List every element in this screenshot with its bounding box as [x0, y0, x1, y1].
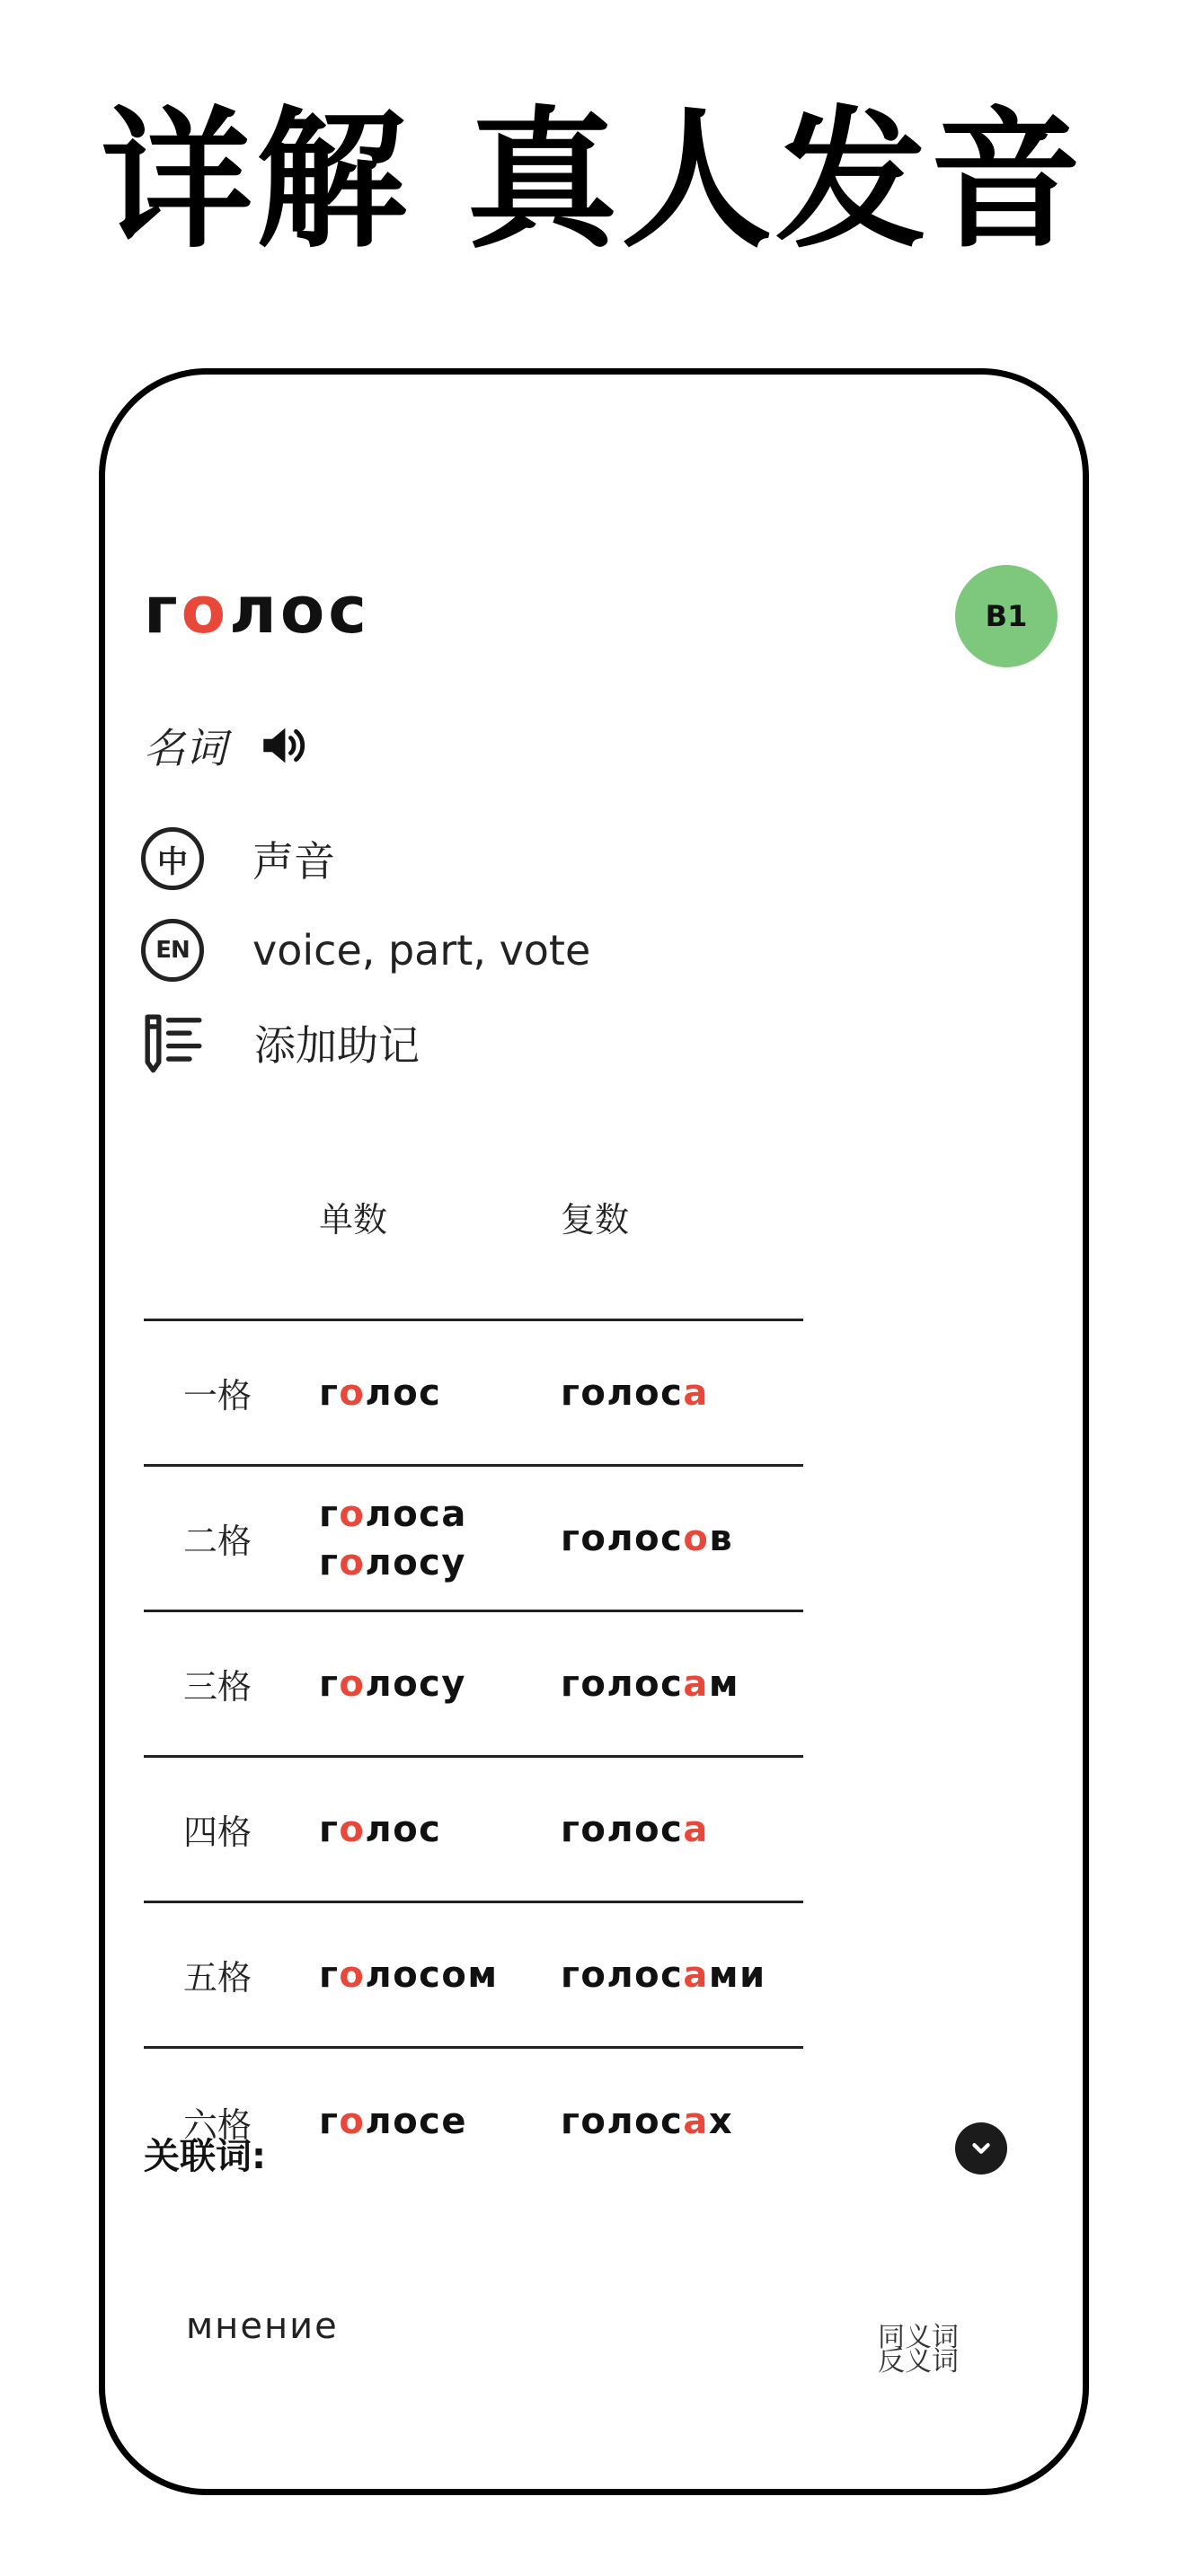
plural-form — [561, 1660, 739, 1708]
add-mnemonic-link[interactable]: 添加助记 — [254, 1021, 420, 1070]
english-flag-icon: EN — [141, 919, 204, 982]
form-part: г — [319, 1663, 340, 1705]
form-part: в — [709, 1517, 734, 1559]
definition-zh-row — [141, 827, 335, 890]
form-part: лосу — [365, 1663, 466, 1705]
plural-cell — [561, 1903, 766, 2046]
singular-form — [319, 1951, 499, 1999]
definition-en-row — [141, 919, 590, 982]
stress-letter: о — [339, 1954, 366, 1996]
singular-cell — [319, 1321, 441, 1464]
expand-related-button[interactable] — [955, 2122, 1007, 2175]
case-label: 五格 — [183, 1958, 252, 1998]
headword — [144, 572, 370, 648]
stress-letter: о — [339, 1372, 366, 1414]
case-label: 六格 — [183, 2104, 252, 2145]
form-part: м — [708, 1663, 740, 1705]
form-part: голос — [561, 1663, 684, 1705]
part-of-speech: 名词 — [144, 724, 226, 772]
singular-form — [319, 1369, 441, 1417]
stress-letter: а — [683, 1808, 709, 1850]
definition-zh: 声音 — [252, 837, 335, 886]
header-singular: 单数 — [319, 1200, 388, 1239]
form-part: лосом — [365, 1954, 499, 1996]
related-word-type: 同义词 — [878, 2322, 959, 2353]
plural-cell — [561, 1321, 709, 1464]
promo-title: 详解 真人发音 — [101, 91, 1085, 269]
stress-letter: о — [683, 1517, 710, 1559]
plural-cell — [561, 1612, 739, 1755]
stress-letter: а — [683, 1663, 709, 1705]
form-part: лос — [365, 1808, 442, 1850]
form-part: лосу — [365, 1541, 466, 1584]
plural-cell — [561, 1758, 709, 1901]
form-part: голос — [561, 2101, 684, 2142]
declension-row — [144, 1758, 803, 1903]
form-part: голос — [561, 1517, 684, 1559]
declension-header — [144, 1174, 803, 1321]
singular-form — [319, 1539, 467, 1587]
form-part: г — [319, 2101, 340, 2142]
form-part: голос — [561, 1954, 684, 1996]
form-part: г — [319, 1954, 340, 1996]
part-of-speech-row — [144, 716, 309, 775]
singular-form — [319, 1805, 441, 1854]
form-part: лос — [365, 1372, 442, 1414]
form-part: г — [319, 1541, 340, 1584]
mnemonic-row[interactable] — [141, 1010, 420, 1075]
case-label: 三格 — [183, 1667, 252, 1707]
plural-form — [561, 1805, 709, 1854]
word-detail-screen — [105, 375, 1083, 2489]
related-words-label: 关联词: — [144, 2136, 266, 2177]
plural-cell — [561, 2049, 733, 2194]
declension-row — [144, 1467, 803, 1612]
stress-letter: о — [339, 1663, 366, 1705]
chevron-down-icon — [968, 2135, 995, 2162]
chinese-flag-icon: 中 — [141, 827, 204, 890]
singular-cell — [319, 1903, 499, 2046]
phone-frame — [99, 368, 1089, 2495]
singular-form — [319, 1490, 467, 1539]
declension-table — [144, 1174, 803, 2194]
headword-part: г — [144, 572, 181, 648]
plural-cell — [561, 1467, 733, 1610]
stress-letter: а — [683, 1954, 709, 1996]
case-label: 一格 — [183, 1376, 252, 1416]
level-badge: B1 — [955, 565, 1058, 667]
plural-form — [561, 1514, 733, 1563]
form-part: голос — [561, 1372, 684, 1414]
related-word-type-secondary: 反义词 — [878, 2346, 959, 2378]
form-part: голос — [561, 1808, 684, 1850]
form-part: г — [319, 1372, 340, 1414]
form-part: г — [319, 1808, 340, 1850]
declension-rows — [144, 1321, 803, 2194]
singular-cell — [319, 1612, 466, 1755]
pencil-list-icon — [141, 1010, 206, 1075]
definition-en: voice, part, vote — [252, 926, 591, 975]
stress-letter: о — [339, 1541, 366, 1584]
form-part: г — [319, 1493, 340, 1535]
case-label: 四格 — [183, 1813, 252, 1852]
stress-letter: а — [683, 1372, 709, 1414]
headword-part: лос — [229, 572, 370, 648]
form-part: лоса — [365, 1493, 467, 1535]
form-part: лосе — [365, 2101, 468, 2142]
form-part: х — [708, 2101, 734, 2142]
stress-letter: а — [683, 2101, 709, 2142]
singular-form — [319, 1660, 466, 1708]
speaker-icon[interactable] — [257, 719, 309, 772]
headword-stress: о — [181, 572, 230, 648]
stress-letter: о — [339, 1808, 366, 1850]
case-label: 二格 — [183, 1522, 252, 1561]
declension-row — [144, 1903, 803, 2049]
singular-form — [319, 2097, 467, 2146]
stress-letter: о — [339, 1493, 366, 1535]
singular-cell — [319, 2049, 467, 2194]
declension-row — [144, 1321, 803, 1467]
form-part: ми — [708, 1954, 766, 1996]
plural-form — [561, 1369, 709, 1417]
related-word[interactable]: мнение — [186, 2306, 339, 2347]
singular-cell — [319, 1758, 441, 1901]
header-plural: 复数 — [561, 1200, 630, 1239]
stress-letter: о — [339, 2101, 366, 2142]
plural-form — [561, 1951, 766, 1999]
plural-form — [561, 2097, 733, 2146]
declension-row — [144, 1612, 803, 1758]
singular-cell — [319, 1467, 467, 1610]
